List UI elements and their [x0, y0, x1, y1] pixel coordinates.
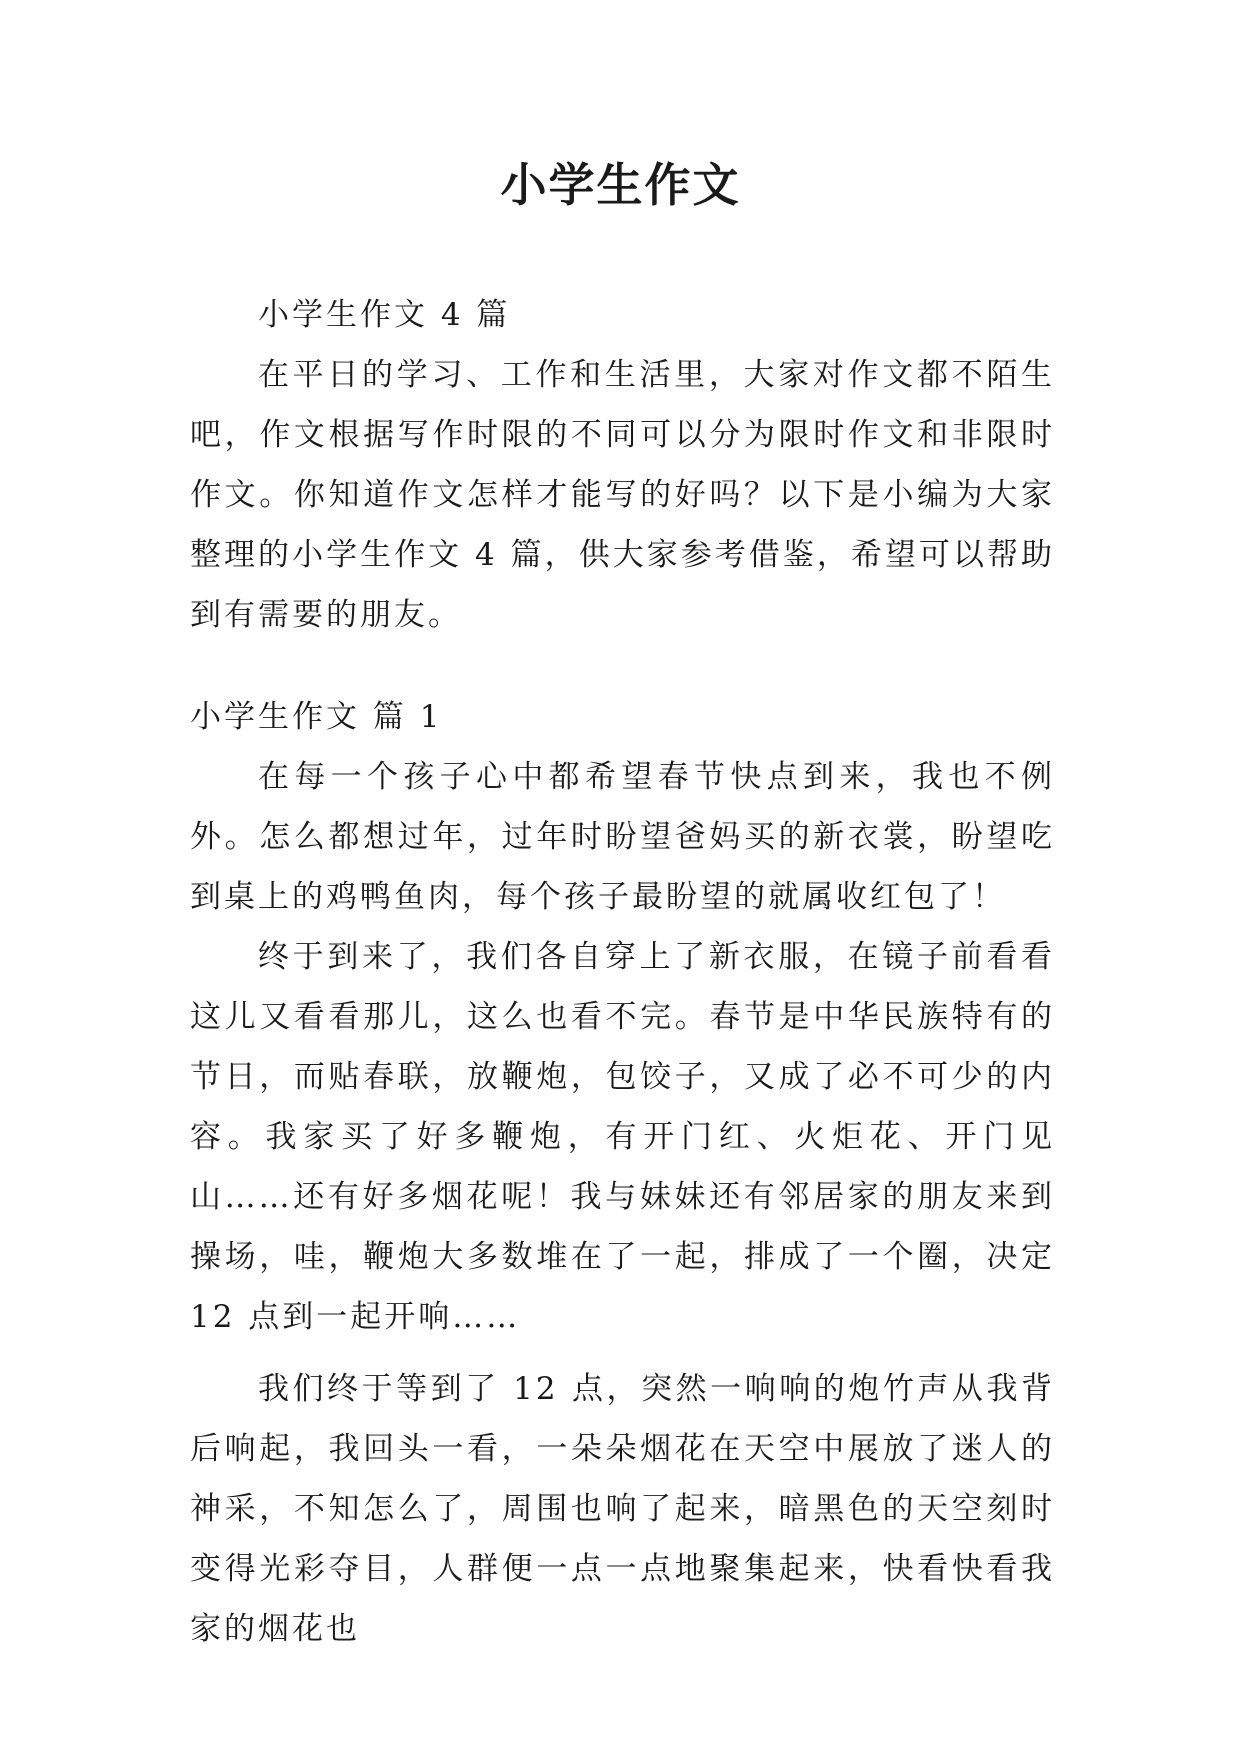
document-subtitle: 小学生作文 4 篇: [258, 297, 511, 333]
document-body: [190, 285, 1055, 1659]
body-paragraph: 在每一个孩子心中都希望春节快点到来，我也不例外。怎么都想过年，过年时盼望爸妈买的新衣裳，盼望吃到桌上的鸡鸭鱼肉，每个孩子最盼望的就属收红包了！: [190, 759, 1055, 915]
intro-paragraph: 在平日的学习、工作和生活里，大家对作文都不陌生吧，作文根据写作时限的不同可以分为限时作文和非限时作文。你知道作文怎样才能写的好吗？以下是小编为大家整理的小学生作文 4 篇，供大家参考借鉴，希望可以帮助到有需要的朋友。: [190, 357, 1055, 633]
section-heading: 小学生作文 篇 1: [190, 699, 443, 735]
section-spacer: [190, 645, 1055, 687]
body-paragraph: 我们终于等到了 12 点，突然一响响的炮竹声从我背后响起，我回头一看，一朵朵烟花在天空中展放了迷人的神采，不知怎么了，周围也响了起来，暗黑色的天空刻时变得光彩夺目，人群便一点一点地聚集起来，快看快看我家的烟花也: [190, 1371, 1055, 1647]
document-title: 小学生作文: [500, 158, 741, 212]
body-paragraph: 终于到来了，我们各自穿上了新衣服，在镜子前看看这儿又看看那儿，这么也看不完。春节是中华民族特有的节日，而贴春联，放鞭炮，包饺子，又成了必不可少的内容。我家买了好多鞭炮，有开门红、火炬花、开门见山……还有好多烟花呢！我与妹妹还有邻居家的朋友来到操场，哇，鞭炮大多数堆在了一起，排成了一个圈，决定 12 点到一起开响……: [190, 939, 1055, 1335]
